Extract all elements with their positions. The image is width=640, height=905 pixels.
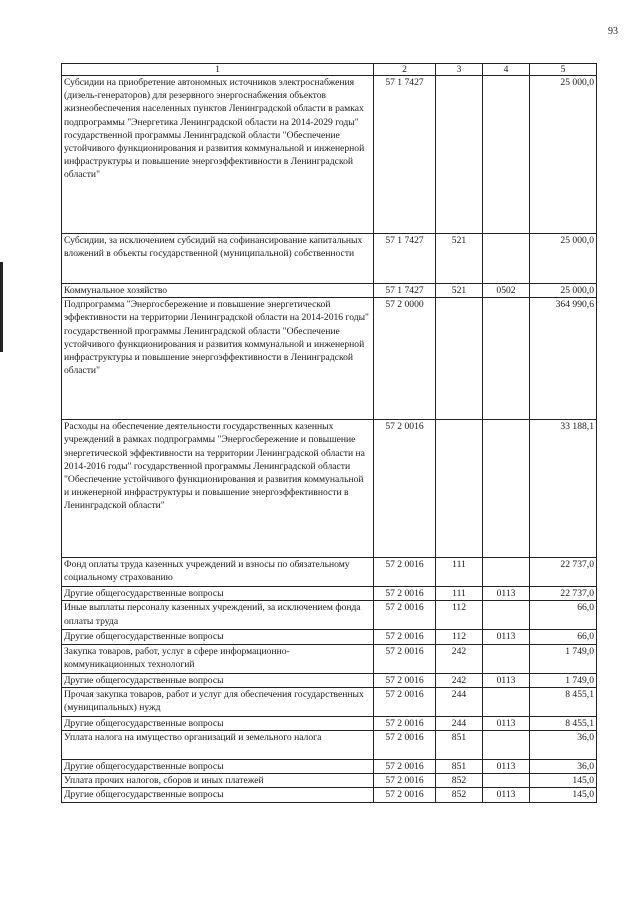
table-row <box>62 630 597 644</box>
cell-name: Прочая закупка товаров, работ и услуг для обеспечения государственных (муниципальных) нужд <box>62 687 374 716</box>
cell-vr: 112 <box>436 630 483 644</box>
cell-vr: 111 <box>436 587 483 601</box>
cell-sum: 25 000,0 <box>530 234 597 284</box>
cell-code: 57 2 0016 <box>374 687 436 716</box>
cell-vr: 521 <box>436 234 483 284</box>
cell-name: Субсидии на приобретение автономных источников электроснабжения (дизель-генераторов) для резервного энергоснабжения объектов жизнеобеспечения населенных пунктов Ленинградской области в рамках подпрограммы "Энергетика Ленинградской области на 2014-2029 годы" государственной программы Ленинградской области "Обеспечение устойчивого функционирования и развития коммунальной и инженерной инфраструктуры и повышение энергоэффективности в Ленинградской области" <box>62 76 374 234</box>
cell-rz <box>483 234 530 284</box>
cell-code: 57 1 7427 <box>374 234 436 284</box>
cell-name: Фонд оплаты труда казенных учреждений и взносы по обязательному социальному страхованию <box>62 558 374 587</box>
cell-sum: 8 455,1 <box>530 687 597 716</box>
table-row <box>62 687 597 716</box>
cell-rz <box>483 774 530 788</box>
cell-vr <box>436 298 483 420</box>
cell-sum: 25 000,0 <box>530 76 597 234</box>
cell-vr: 852 <box>436 788 483 802</box>
cell-rz: 0113 <box>483 760 530 774</box>
cell-sum: 22 737,0 <box>530 558 597 587</box>
cell-rz: 0502 <box>483 284 530 298</box>
cell-rz: 0113 <box>483 587 530 601</box>
table-row <box>62 76 597 234</box>
table-row <box>62 284 597 298</box>
table-row <box>62 716 597 730</box>
header-row <box>62 64 597 76</box>
cell-sum: 25 000,0 <box>530 284 597 298</box>
table-row <box>62 673 597 687</box>
cell-rz <box>483 687 530 716</box>
page-number: 93 <box>608 26 618 37</box>
col-header-code: 2 <box>374 64 436 76</box>
cell-name: Другие общегосударственные вопросы <box>62 587 374 601</box>
table-row <box>62 760 597 774</box>
cell-name: Другие общегосударственные вопросы <box>62 716 374 730</box>
cell-code: 57 2 0016 <box>374 788 436 802</box>
margin-mark <box>0 262 3 352</box>
cell-rz <box>483 420 530 558</box>
cell-code: 57 2 0016 <box>374 716 436 730</box>
cell-name: Уплата прочих налогов, сборов и иных платежей <box>62 774 374 788</box>
table-row <box>62 788 597 802</box>
table-row <box>62 644 597 673</box>
table-row <box>62 298 597 420</box>
cell-sum: 145,0 <box>530 788 597 802</box>
cell-rz <box>483 731 530 760</box>
cell-sum: 33 188,1 <box>530 420 597 558</box>
cell-code: 57 2 0016 <box>374 673 436 687</box>
cell-name: Иные выплаты персоналу казенных учреждений, за исключением фонда оплаты труда <box>62 601 374 630</box>
table-row <box>62 774 597 788</box>
cell-rz <box>483 644 530 673</box>
cell-rz: 0113 <box>483 630 530 644</box>
cell-vr <box>436 76 483 234</box>
col-header-rz: 4 <box>483 64 530 76</box>
cell-name: Субсидии, за исключением субсидий на софинансирование капитальных вложений в объекты государственной (муниципальной) собственности <box>62 234 374 284</box>
cell-name: Другие общегосударственные вопросы <box>62 760 374 774</box>
cell-vr: 852 <box>436 774 483 788</box>
cell-sum: 1 749,0 <box>530 673 597 687</box>
cell-code: 57 1 7427 <box>374 284 436 298</box>
cell-name: Другие общегосударственные вопросы <box>62 788 374 802</box>
cell-vr: 112 <box>436 601 483 630</box>
col-header-sum: 5 <box>530 64 597 76</box>
table-row <box>62 234 597 284</box>
cell-vr: 851 <box>436 731 483 760</box>
cell-sum: 66,0 <box>530 630 597 644</box>
cell-sum: 1 749,0 <box>530 644 597 673</box>
cell-code: 57 2 0016 <box>374 420 436 558</box>
cell-code: 57 1 7427 <box>374 76 436 234</box>
cell-code: 57 2 0016 <box>374 601 436 630</box>
cell-sum: 8 455,1 <box>530 716 597 730</box>
col-header-vr: 3 <box>436 64 483 76</box>
col-header-name: 1 <box>62 64 374 76</box>
cell-name: Другие общегосударственные вопросы <box>62 673 374 687</box>
cell-code: 57 2 0016 <box>374 731 436 760</box>
cell-rz <box>483 601 530 630</box>
table-row <box>62 601 597 630</box>
table-row <box>62 731 597 760</box>
cell-sum: 66,0 <box>530 601 597 630</box>
cell-name: Расходы на обеспечение деятельности государственных казенных учреждений в рамках подпрограммы "Энергосбережение и повышение энергетической эффективности на территории Ленинградской области на 2014-2016 годы" государственной программы Ленинградской области "Обеспечение устойчивого функционирования и развития коммунальной и инженерной инфраструктуры и повышение энергоэффективности в Ленинградской области" <box>62 420 374 558</box>
cell-sum: 36,0 <box>530 731 597 760</box>
cell-sum: 36,0 <box>530 760 597 774</box>
cell-code: 57 2 0016 <box>374 558 436 587</box>
cell-name: Закупка товаров, работ, услуг в сфере информационно-коммуникационных технологий <box>62 644 374 673</box>
cell-vr: 242 <box>436 644 483 673</box>
table-row <box>62 558 597 587</box>
cell-code: 57 2 0016 <box>374 774 436 788</box>
cell-rz <box>483 298 530 420</box>
cell-sum: 145,0 <box>530 774 597 788</box>
cell-code: 57 2 0016 <box>374 644 436 673</box>
cell-name: Другие общегосударственные вопросы <box>62 630 374 644</box>
cell-code: 57 2 0016 <box>374 630 436 644</box>
cell-vr <box>436 420 483 558</box>
cell-vr: 242 <box>436 673 483 687</box>
cell-rz: 0113 <box>483 716 530 730</box>
cell-code: 57 2 0000 <box>374 298 436 420</box>
table-row <box>62 420 597 558</box>
cell-name: Коммунальное хозяйство <box>62 284 374 298</box>
cell-rz <box>483 558 530 587</box>
budget-table <box>61 63 597 803</box>
cell-sum: 364 990,6 <box>530 298 597 420</box>
cell-vr: 244 <box>436 716 483 730</box>
cell-vr: 244 <box>436 687 483 716</box>
cell-code: 57 2 0016 <box>374 587 436 601</box>
cell-name: Уплата налога на имущество организаций и земельного налога <box>62 731 374 760</box>
cell-name: Подпрограмма "Энергосбережение и повышение энергетической эффективности на территории Ленинградской области на 2014-2016 годы" государственной программы Ленинградской области "Обеспечение устойчивого функционирования и развития коммунальной и инженерной инфраструктуры и повышение энергоэффективности в Ленинградской области" <box>62 298 374 420</box>
cell-vr: 111 <box>436 558 483 587</box>
cell-code: 57 2 0016 <box>374 760 436 774</box>
cell-rz: 0113 <box>483 673 530 687</box>
cell-rz: 0113 <box>483 788 530 802</box>
cell-sum: 22 737,0 <box>530 587 597 601</box>
table-row <box>62 587 597 601</box>
cell-vr: 521 <box>436 284 483 298</box>
cell-vr: 851 <box>436 760 483 774</box>
cell-rz <box>483 76 530 234</box>
